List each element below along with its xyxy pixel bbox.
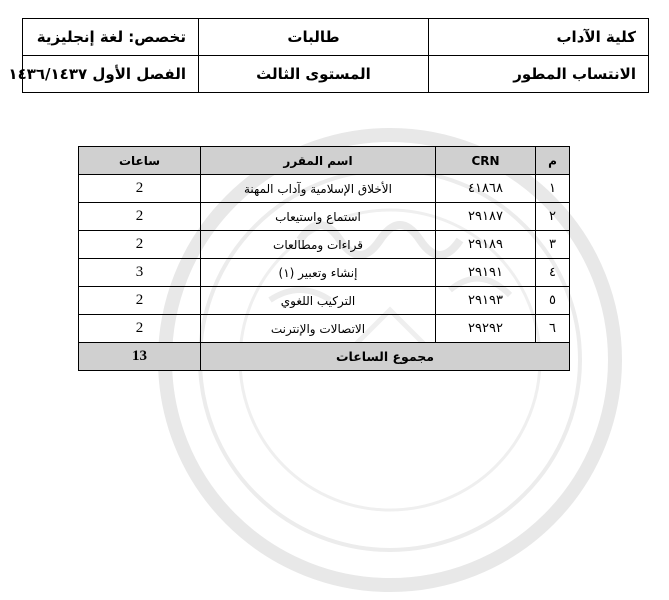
semester-cell: الفصل الأول ١٤٣٦/١٤٣٧ [23, 56, 199, 93]
table-row [79, 175, 570, 203]
row-course-name: قراءات ومطالعات [201, 231, 436, 259]
row-number: ٥ [536, 287, 570, 315]
program-cell: الانتساب المطور [429, 56, 649, 93]
row-hours: 2 [79, 231, 201, 259]
course-name-column-header: اسم المقرر [201, 147, 436, 175]
header-row-2 [23, 56, 649, 93]
row-hours: 2 [79, 287, 201, 315]
num-column-header: م [536, 147, 570, 175]
row-hours: 3 [79, 259, 201, 287]
row-number: ٤ [536, 259, 570, 287]
total-hours: 13 [79, 343, 201, 371]
table-row [79, 259, 570, 287]
table-row [79, 231, 570, 259]
row-crn: ٢٩٢٩٢ [436, 315, 536, 343]
header-table [8, 18, 649, 93]
row-crn: ٢٩١٩٣ [436, 287, 536, 315]
row-number: ٣ [536, 231, 570, 259]
row-hours: 2 [79, 175, 201, 203]
row-hours: 2 [79, 315, 201, 343]
course-table-header-row [79, 147, 570, 175]
row-course-name: الاتصالات والإنترنت [201, 315, 436, 343]
row-crn: ٢٩١٩١ [436, 259, 536, 287]
row-crn: ٢٩١٨٧ [436, 203, 536, 231]
row-number: ٢ [536, 203, 570, 231]
row-number: ٦ [536, 315, 570, 343]
crn-column-header: CRN [436, 147, 536, 175]
students-cell: طالبات [199, 19, 429, 56]
course-table [78, 146, 570, 371]
level-cell: المستوى الثالث [199, 56, 429, 93]
row-hours: 2 [79, 203, 201, 231]
total-row [79, 343, 570, 371]
row-crn: ٢٩١٨٩ [436, 231, 536, 259]
header-row-1 [23, 19, 649, 56]
table-row [79, 287, 570, 315]
table-row [79, 203, 570, 231]
table-row [79, 315, 570, 343]
row-course-name: إنشاء وتعبير (١) [201, 259, 436, 287]
hours-column-header: ساعات [79, 147, 201, 175]
row-number: ١ [536, 175, 570, 203]
row-crn: ٤١٨٦٨ [436, 175, 536, 203]
row-course-name: الأخلاق الإسلامية وآداب المهنة [201, 175, 436, 203]
row-course-name: استماع واستيعاب [201, 203, 436, 231]
row-course-name: التركيب اللغوي [201, 287, 436, 315]
major-cell: تخصص: لغة إنجليزية [23, 19, 199, 56]
total-label: مجموع الساعات [201, 343, 570, 371]
college-cell: كلية الآداب [429, 19, 649, 56]
